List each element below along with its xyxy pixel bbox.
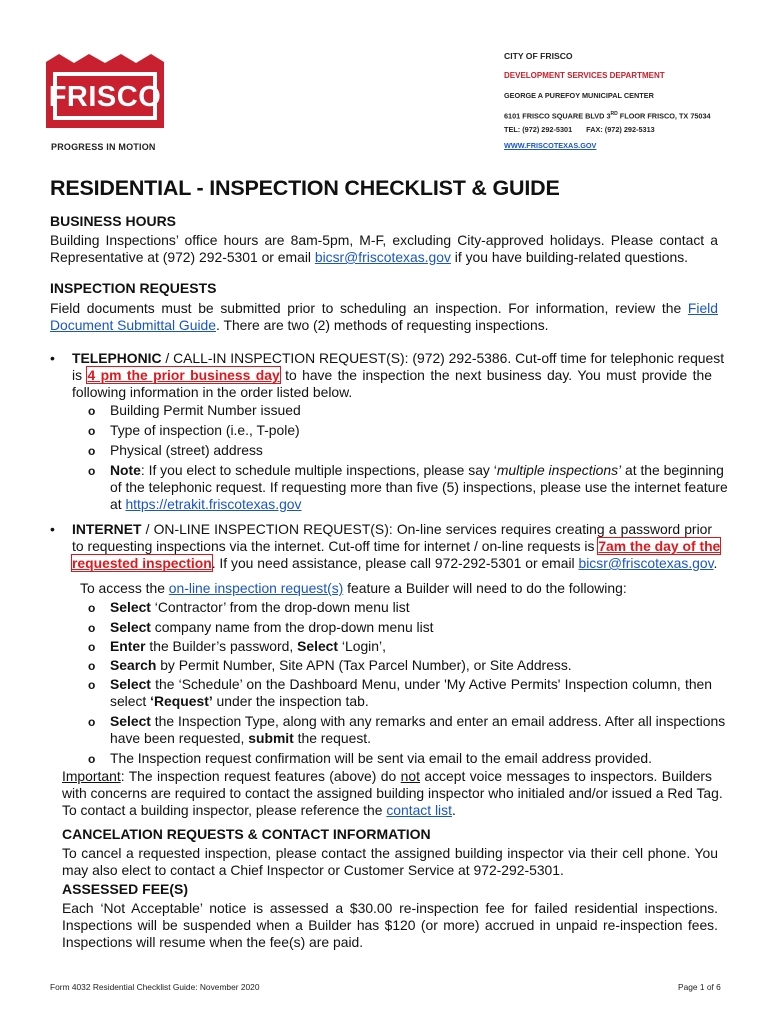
- internet-deadline-cont: requested inspection: [72, 555, 212, 571]
- list-item: Building Permit Number issued: [110, 402, 301, 418]
- step-item: The Inspection request confirmation will be sent via email to the email address provided.: [110, 750, 653, 766]
- important-line-1: Important: The inspection request features (above) do not accept voice messages to inspectors. Builders: [62, 768, 712, 784]
- step-item: Select company name from the drop-down menu list: [110, 619, 434, 635]
- sub-bullet: o: [88, 464, 96, 478]
- internet-line-3: requested inspection. If you need assistance, please call 972-292-5301 or email bicsr@friscotexas.gov.: [72, 555, 718, 571]
- page-number: Page 1 of 6: [678, 982, 721, 992]
- frisco-logo: [36, 50, 174, 150]
- list-item: Type of inspection (i.e., T-pole): [110, 422, 300, 438]
- inspection-requests-text-1: Field documents must be submitted prior to scheduling an inspection. For information, review the Field: [50, 300, 718, 316]
- sub-bullet: o: [88, 424, 96, 438]
- cancelation-text-1: To cancel a requested inspection, please contact the assigned building inspector via their cell phone. You: [62, 845, 718, 861]
- step-item: Enter the Builder’s password, Select ‘Login’,: [110, 638, 386, 654]
- step-item: Select the Inspection Type, along with any remarks and enter an email address. After all inspections: [110, 713, 726, 729]
- fees-heading: ASSESSED FEE(S): [62, 881, 189, 897]
- tel-number: TEL: (972) 292-5301: [504, 125, 573, 134]
- contact-list-link[interactable]: contact list: [386, 802, 452, 818]
- sub-bullet: o: [88, 601, 96, 615]
- note-line-3: at https://etrakit.friscotexas.gov: [110, 496, 302, 512]
- street-address: 6101 FRISCO SQUARE BLVD 3RD FLOOR FRISCO, TX 75034: [504, 111, 711, 121]
- inspection-requests-text-2: Document Submittal Guide. There are two (2) methods of requesting inspections.: [50, 317, 549, 333]
- telephonic-line-3: following information in the order listed below.: [72, 384, 353, 400]
- logo-tagline: PROGRESS IN MOTION: [51, 142, 156, 152]
- bullet: •: [50, 350, 55, 366]
- page-title: RESIDENTIAL - INSPECTION CHECKLIST & GUIDE: [50, 176, 560, 200]
- logo-text: FRISCO: [48, 81, 162, 113]
- important-line-3: To contact a building inspector, please reference the contact list.: [62, 802, 456, 818]
- sub-bullet: o: [88, 621, 96, 635]
- cancelation-heading: CANCELATION REQUESTS & CONTACT INFORMATION: [62, 826, 431, 842]
- business-hours-text-1: Building Inspections’ office hours are 8am-5pm, M-F, excluding City-approved holidays. Please contact a: [50, 232, 718, 248]
- fees-text-1: Each ‘Not Acceptable’ notice is assessed a $30.00 re-inspection fee for failed residential inspections.: [62, 900, 718, 916]
- sub-bullet: o: [88, 715, 96, 729]
- phone-fax: [504, 126, 655, 134]
- municipal-center: GEORGE A PUREFOY MUNICIPAL CENTER: [504, 91, 654, 100]
- letterhead: [0, 0, 768, 165]
- sub-bullet: o: [88, 404, 96, 418]
- important-line-2: with concerns are required to contact the assigned building inspector who initialed and/or issued a Red Tag.: [62, 785, 723, 801]
- telephonic-deadline: 4 pm the prior business day: [87, 367, 280, 383]
- access-instructions: To access the on-line inspection request(s) feature a Builder will need to do the following:: [80, 580, 627, 596]
- form-footer: Form 4032 Residential Checklist Guide: November 2020: [50, 982, 260, 992]
- step-item-cont: have been requested, submit the request.: [110, 730, 372, 746]
- note-line-1: Note: If you elect to schedule multiple inspections, please say ‘multiple inspections’ at the beginning: [110, 462, 724, 478]
- cancelation-text-2: may also elect to contact a Chief Inspector or Customer Service at 972-292-5301.: [62, 862, 564, 878]
- field-document-guide-link[interactable]: Field: [687, 300, 718, 316]
- business-hours-text-2: Representative at (972) 292-5301 or email bicsr@friscotexas.gov if you have building-related questions.: [50, 249, 689, 265]
- city-name: CITY OF FRISCO: [504, 51, 573, 61]
- inspection-requests-heading: INSPECTION REQUESTS: [50, 280, 217, 296]
- website-link[interactable]: WWW.FRISCOTEXAS.GOV: [504, 141, 597, 150]
- list-item: Physical (street) address: [110, 442, 263, 458]
- sub-bullet: o: [88, 678, 96, 692]
- fax-number: FAX: (972) 292-5313: [586, 125, 655, 134]
- fees-text-3: Inspections will resume when the fee(s) are paid.: [62, 934, 364, 950]
- etrakit-link[interactable]: https://etrakit.friscotexas.gov: [125, 496, 302, 512]
- field-document-guide-link-cont[interactable]: Document Submittal Guide: [50, 317, 216, 333]
- sub-bullet: o: [88, 659, 96, 673]
- note-line-2: of the telephonic request. If requesting more than five (5) inspections, please use the internet feature: [110, 479, 728, 495]
- sub-bullet: o: [88, 444, 96, 458]
- business-hours-heading: BUSINESS HOURS: [50, 213, 177, 229]
- online-inspection-request-link[interactable]: on-line inspection request(s): [168, 580, 344, 596]
- email-link[interactable]: bicsr@friscotexas.gov: [314, 249, 451, 265]
- internet-line-2: to requesting inspections via the internet. Cut-off time for internet / on-line requests is 7am the day of the: [72, 538, 721, 554]
- step-item: Select ‘Contractor’ from the drop-down menu list: [110, 599, 410, 615]
- sub-bullet: o: [88, 640, 96, 654]
- fees-text-2: Inspections will be suspended when a Builder has $120 (or more) accrued in unpaid re-inspection fees.: [62, 917, 718, 933]
- internet-line-1: INTERNET / ON-LINE INSPECTION REQUEST(S): On-line services requires creating a password prior: [72, 521, 712, 537]
- step-item: Select the ‘Schedule’ on the Dashboard Menu, under 'My Active Permits' Inspection column, then: [110, 676, 712, 692]
- step-item: Search by Permit Number, Site APN (Tax Parcel Number), or Site Address.: [110, 657, 572, 673]
- sub-bullet: o: [88, 752, 96, 766]
- email-link[interactable]: bicsr@friscotexas.gov: [578, 555, 714, 571]
- bullet: •: [50, 521, 55, 537]
- telephonic-line-1: TELEPHONIC / CALL-IN INSPECTION REQUEST(S): (972) 292-5386. Cut-off time for telephonic request: [72, 350, 725, 366]
- department-name: DEVELOPMENT SERVICES DEPARTMENT: [504, 71, 665, 80]
- step-item-cont: select ‘Request’ under the inspection tab.: [110, 693, 369, 709]
- telephonic-line-2: is 4 pm the prior business day to have the inspection the next business day. You must provide the: [72, 367, 712, 383]
- internet-deadline: 7am the day of the: [598, 538, 721, 554]
